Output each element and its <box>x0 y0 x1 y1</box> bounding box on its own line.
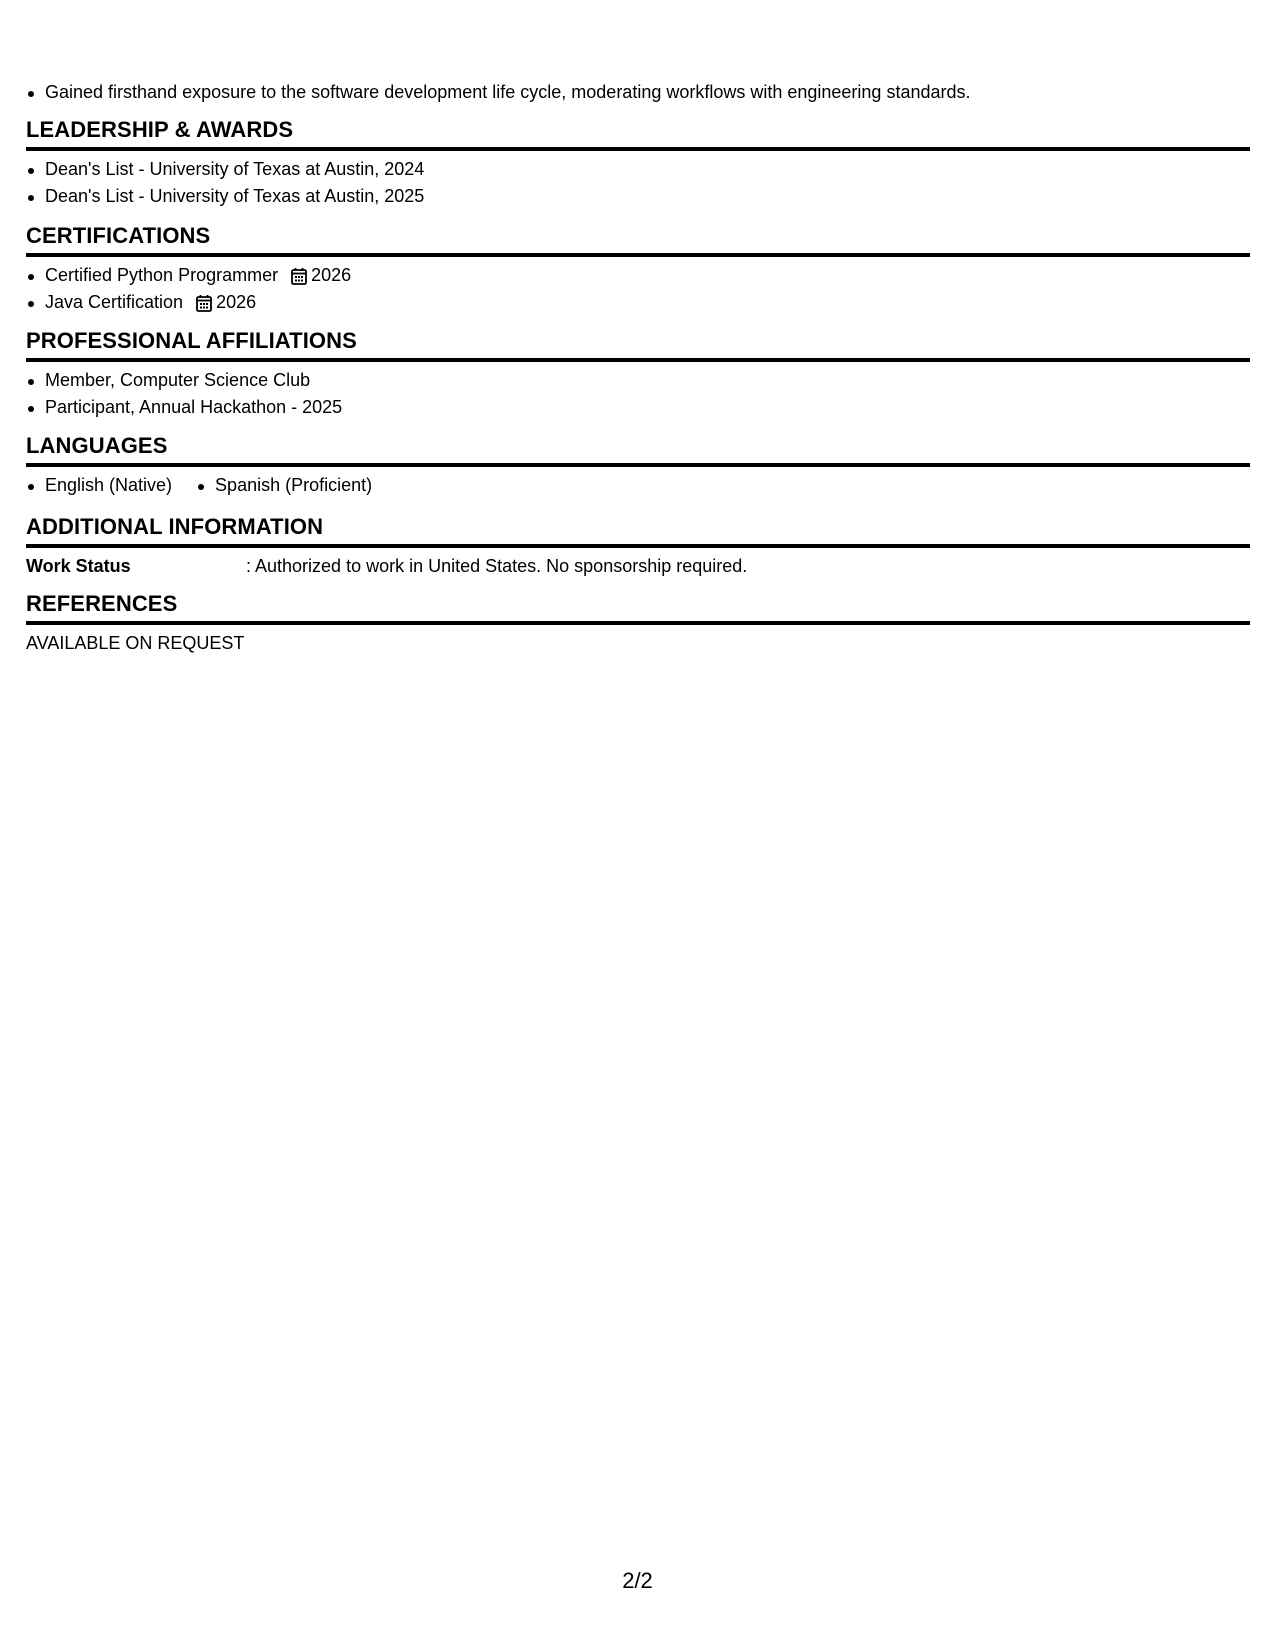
list-item: Gained firsthand exposure to the software development life cycle, moderating workflows with engineering standards. <box>26 79 971 106</box>
list-item: English (Native) <box>26 472 172 499</box>
leadership-section <box>26 116 1250 210</box>
list-item: Dean's List - University of Texas at Austin, 2024 <box>26 156 1250 183</box>
list-item: Spanish (Proficient) <box>196 472 372 499</box>
list-item <box>26 262 1250 289</box>
list-item: Dean's List - University of Texas at Austin, 2025 <box>26 183 1250 210</box>
references-section <box>26 590 1250 657</box>
section-heading: LEADERSHIP & AWARDS <box>26 117 294 142</box>
section-heading: CERTIFICATIONS <box>26 223 211 248</box>
work-status-label: Work Status <box>26 556 131 576</box>
section-heading: REFERENCES <box>26 591 178 616</box>
certification-year: 2026 <box>311 265 352 285</box>
list-item <box>26 289 1250 316</box>
certification-row <box>45 289 1250 316</box>
certification-name: Java Certification <box>45 292 184 312</box>
section-divider <box>26 147 1250 151</box>
section-divider <box>26 358 1250 362</box>
section-divider <box>26 544 1250 548</box>
additional-info-section <box>26 513 1250 580</box>
work-status-row <box>26 553 1250 580</box>
calendar-icon <box>196 294 212 312</box>
section-divider <box>26 463 1250 467</box>
references-text: AVAILABLE ON REQUEST <box>26 633 245 653</box>
section-divider <box>26 621 1250 625</box>
calendar-icon <box>291 267 307 285</box>
section-heading: ADDITIONAL INFORMATION <box>26 514 324 539</box>
list-item: Member, Computer Science Club <box>26 367 1250 394</box>
languages-section <box>26 432 1250 499</box>
languages-list <box>26 472 1250 499</box>
section-heading: PROFESSIONAL AFFILIATIONS <box>26 328 357 353</box>
affiliations-section <box>26 327 1250 421</box>
affiliations-list <box>26 367 1250 421</box>
certification-year: 2026 <box>216 292 257 312</box>
certifications-section <box>26 222 1250 316</box>
certifications-list <box>26 262 1250 316</box>
section-divider <box>26 253 1250 257</box>
section-heading: LANGUAGES <box>26 433 168 458</box>
certification-row <box>45 262 1250 289</box>
list-item: Participant, Annual Hackathon - 2025 <box>26 394 1250 421</box>
experience-continued-list <box>26 79 971 106</box>
page-number: 2/2 <box>622 1568 653 1593</box>
certification-name: Certified Python Programmer <box>45 265 279 285</box>
leadership-list <box>26 156 1250 210</box>
work-status-value: : Authorized to work in United States. No sponsorship required. <box>246 556 748 576</box>
